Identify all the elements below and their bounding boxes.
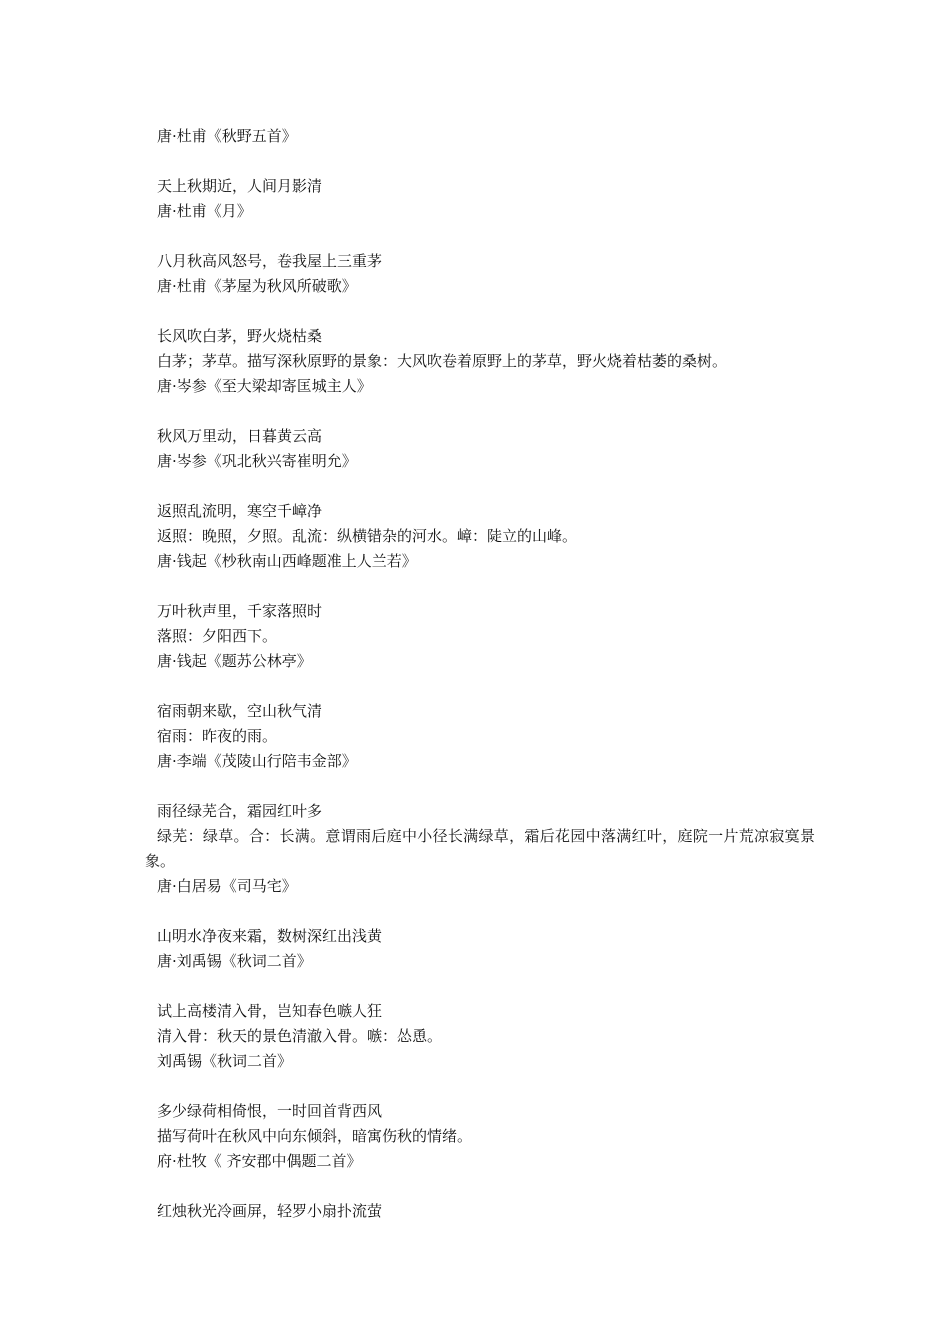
spacer: [145, 299, 815, 324]
citation-line: 唐·杜甫《月》: [157, 202, 252, 220]
verse-line: 宿雨朝来歇，空山秋气清: [157, 702, 323, 720]
spacer: [145, 149, 815, 174]
verse-line: 红烛秋光冷画屏，轻罗小扇扑流萤: [157, 1202, 383, 1220]
citation-line: 府·杜牧《 齐安郡中偶题二首》: [157, 1152, 362, 1170]
annotation-line: 落照：夕阳西下。: [157, 627, 278, 645]
annotation-line: 描写荷叶在秋风中向东倾斜，暗寓伤秋的情绪。: [157, 1127, 473, 1145]
annotation-line: 清入骨：秋天的景色清澈入骨。嗾：怂恿。: [157, 1027, 443, 1045]
poem-entry: [145, 999, 815, 1074]
spacer: [145, 674, 815, 699]
citation-line: 刘禹锡《秋词二首》: [157, 1052, 293, 1070]
verse-line: 长风吹白茅，野火烧枯桑: [157, 327, 323, 345]
poem-entry: [145, 924, 815, 974]
poem-entry: [145, 799, 815, 899]
poem-entry: [145, 249, 815, 299]
spacer: [145, 774, 815, 799]
citation-line: 唐·杜甫《秋野五首》: [157, 127, 297, 145]
poem-entry: [145, 424, 815, 474]
verse-line: 雨径绿芜合，霜园红叶多: [157, 802, 323, 820]
spacer: [145, 399, 815, 424]
spacer: [145, 1174, 815, 1199]
citation-line: 唐·李端《茂陵山行陪韦金部》: [157, 752, 357, 770]
citation-line: 唐·白居易《司马宅》: [157, 877, 297, 895]
poem-entry: [145, 124, 815, 149]
verse-line: 天上秋期近，人间月影清: [157, 177, 323, 195]
poem-text-body: [145, 124, 815, 1224]
citation-line: 唐·杜甫《茅屋为秋风所破歌》: [157, 277, 357, 295]
poem-entry: [145, 499, 815, 574]
verse-line: 返照乱流明，寒空千嶂净: [157, 502, 323, 520]
spacer: [145, 1074, 815, 1099]
poem-entry: [145, 1099, 815, 1174]
verse-line: 多少绿荷相倚恨，一时回首背西风: [157, 1102, 383, 1120]
verse-line: 山明水净夜来霜，数树深红出浅黄: [157, 927, 383, 945]
citation-line: 唐·钱起《杪秋南山西峰题准上人兰若》: [157, 552, 417, 570]
annotation-line: 白茅；茅草。描写深秋原野的景象：大风吹卷着原野上的茅草，野火烧着枯萎的桑树。: [157, 352, 728, 370]
verse-line: 万叶秋声里，千家落照时: [157, 602, 323, 620]
poem-entry: [145, 599, 815, 674]
spacer: [145, 224, 815, 249]
poem-entry: [145, 1199, 815, 1224]
annotation-paragraph: 绿芜：绿草。合：长满。意谓雨后庭中小径长满绿草，霜后花园中落满红叶，庭院一片荒凉寂寞景象。: [145, 827, 815, 870]
spacer: [145, 574, 815, 599]
citation-line: 唐·岑参《巩北秋兴寄崔明允》: [157, 452, 357, 470]
spacer: [145, 899, 815, 924]
verse-line: 八月秋高风怒号，卷我屋上三重茅: [157, 252, 383, 270]
annotation-line: 宿雨：昨夜的雨。: [157, 727, 278, 745]
verse-line: 试上高楼清入骨，岂知春色嗾人狂: [157, 1002, 383, 1020]
citation-line: 唐·钱起《题苏公林亭》: [157, 652, 312, 670]
spacer: [145, 474, 815, 499]
annotation-line: 返照：晚照，夕照。乱流：纵横错杂的河水。嶂：陡立的山峰。: [157, 527, 578, 545]
verse-line: 秋风万里动，日暮黄云高: [157, 427, 323, 445]
spacer: [145, 974, 815, 999]
citation-line: 唐·刘禹锡《秋词二首》: [157, 952, 312, 970]
citation-line: 唐·岑参《至大梁却寄匡城主人》: [157, 377, 372, 395]
poem-entry: [145, 174, 815, 224]
poem-entry: [145, 324, 815, 399]
poem-entry: [145, 699, 815, 774]
